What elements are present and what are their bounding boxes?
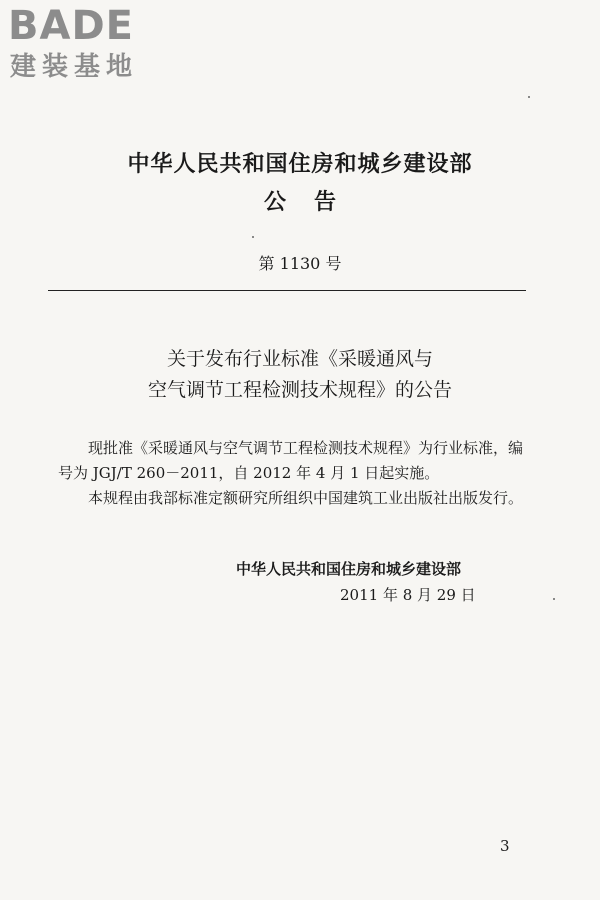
- body-paragraph-publication: 本规程由我部标准定额研究所组织中国建筑工业出版社出版发行。: [88, 489, 524, 507]
- watermark-latin-text: BADE: [8, 3, 134, 49]
- notice-title: 公告: [263, 190, 364, 215]
- watermark-chinese-text: 建装基地: [10, 52, 139, 82]
- page-number: 3: [500, 837, 510, 855]
- scan-speck: [252, 236, 254, 238]
- scan-speck: [553, 598, 555, 600]
- ministry-title: 中华人民共和国住房和城乡建设部: [127, 152, 473, 177]
- scan-speck: [528, 96, 530, 98]
- notice-subject: [0, 344, 600, 406]
- watermark-logo: [8, 4, 178, 84]
- signature-date: 2011 年 8 月 29 日: [340, 586, 476, 604]
- body-paragraph-approval: 现批准《采暖通风与空气调节工程检测技术规程》为行业标准，编号为 JGJ/T 260－2011，自 2012 年 4 月 1 日起实施。: [58, 439, 524, 482]
- notice-subject-line-1: 关于发布行业标准《采暖通风与: [166, 348, 433, 370]
- signature-organization: 中华人民共和国住房和城乡建设部: [236, 560, 462, 578]
- notice-number: 第 1130 号: [258, 254, 342, 273]
- header-divider: [48, 290, 526, 291]
- notice-subject-line-2: 空气调节工程检测技术规程》的公告: [147, 379, 452, 401]
- notice-body: [58, 436, 528, 511]
